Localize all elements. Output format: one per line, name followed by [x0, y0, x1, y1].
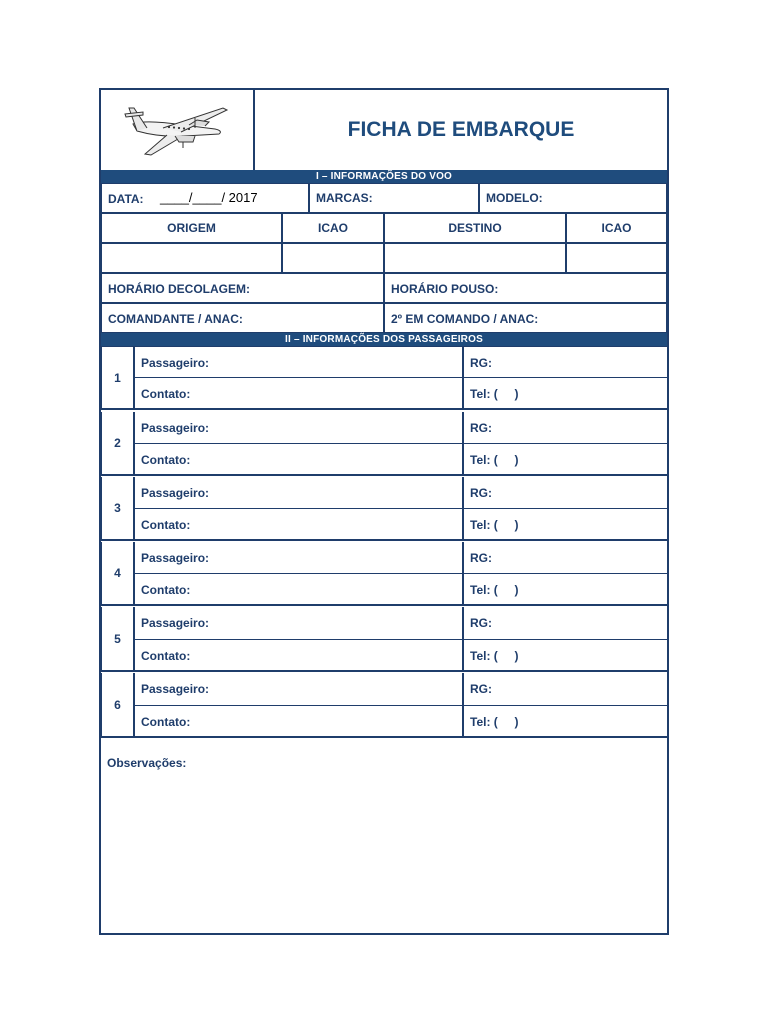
airplane-icon: [123, 98, 233, 160]
logo-box: [101, 90, 255, 170]
contato-label: Contato:: [141, 387, 191, 401]
modelo-label: MODELO:: [486, 191, 543, 205]
horario-pouso-label: HORÁRIO POUSO:: [391, 282, 499, 296]
icao-destino-header: ICAO: [566, 213, 667, 243]
destino-field[interactable]: [384, 243, 566, 273]
tel-label: Tel: ( ): [470, 453, 519, 467]
icao-destino-field[interactable]: [566, 243, 667, 273]
rg-field[interactable]: [464, 477, 667, 509]
date-label: DATA:: [108, 192, 144, 206]
comandante-cell[interactable]: [101, 303, 384, 333]
origem-header: ORIGEM: [101, 213, 282, 243]
tel-label: Tel: ( ): [470, 715, 519, 729]
contato-label: Contato:: [141, 518, 191, 532]
tel-field[interactable]: [464, 640, 667, 672]
tel-label: Tel: ( ): [470, 387, 519, 401]
passageiro-label: Passageiro:: [141, 682, 210, 696]
horario-pouso-cell[interactable]: [384, 273, 667, 303]
passageiro-label: Passageiro:: [141, 421, 210, 435]
modelo-cell[interactable]: [479, 183, 667, 213]
passageiro-label: Passageiro:: [141, 356, 210, 370]
page-title: FICHA DE EMBARQUE: [347, 118, 575, 141]
contato-label: Contato:: [141, 453, 191, 467]
date-value: ____/____/ 2017: [160, 190, 258, 205]
rg-label: RG:: [470, 421, 492, 435]
tel-field[interactable]: [464, 444, 667, 476]
rg-label: RG:: [470, 486, 492, 500]
rg-label: RG:: [470, 551, 492, 565]
section-band-passengers: II – INFORMAÇÕES DOS PASSAGEIROS: [101, 333, 667, 346]
observacoes-area[interactable]: [101, 739, 667, 933]
passenger-number: 4: [101, 542, 135, 606]
contato-label: Contato:: [141, 715, 191, 729]
tel-field[interactable]: [464, 574, 667, 606]
passageiro-field[interactable]: [135, 412, 464, 444]
contato-field[interactable]: [135, 706, 464, 738]
rg-field[interactable]: [464, 542, 667, 574]
marcas-cell[interactable]: [309, 183, 479, 213]
rg-label: RG:: [470, 356, 492, 370]
observacoes-label: Observações:: [107, 756, 187, 770]
contato-field[interactable]: [135, 378, 464, 410]
segundo-comando-cell[interactable]: [384, 303, 667, 333]
rg-field[interactable]: [464, 346, 667, 378]
rg-field[interactable]: [464, 607, 667, 640]
tel-field[interactable]: [464, 509, 667, 541]
passageiro-label: Passageiro:: [141, 551, 210, 565]
passenger-number: 6: [101, 673, 135, 738]
contato-field[interactable]: [135, 640, 464, 672]
marcas-label: MARCAS:: [316, 191, 373, 205]
passageiro-label: Passageiro:: [141, 616, 210, 630]
passenger-number: 1: [101, 346, 135, 410]
horario-decolagem-cell[interactable]: [101, 273, 384, 303]
icao-origem-field[interactable]: [282, 243, 384, 273]
tel-label: Tel: ( ): [470, 649, 519, 663]
passageiro-field[interactable]: [135, 346, 464, 378]
date-cell[interactable]: [101, 183, 309, 213]
contato-field[interactable]: [135, 509, 464, 541]
rg-label: RG:: [470, 616, 492, 630]
passageiro-field[interactable]: [135, 673, 464, 706]
comandante-label: COMANDANTE / ANAC:: [108, 312, 243, 326]
tel-label: Tel: ( ): [470, 518, 519, 532]
icao-origem-header: ICAO: [282, 213, 384, 243]
contato-field[interactable]: [135, 444, 464, 476]
horario-decolagem-label: HORÁRIO DECOLAGEM:: [108, 282, 250, 296]
passenger-number: 5: [101, 607, 135, 672]
rg-field[interactable]: [464, 412, 667, 444]
segundo-comando-label: 2º EM COMANDO / ANAC:: [391, 312, 539, 326]
tel-label: Tel: ( ): [470, 583, 519, 597]
origem-field[interactable]: [101, 243, 282, 273]
passageiro-field[interactable]: [135, 542, 464, 574]
passenger-number: 2: [101, 412, 135, 476]
passageiro-field[interactable]: [135, 607, 464, 640]
section-band-flight-info: I – INFORMAÇÕES DO VOO: [101, 170, 667, 183]
contato-field[interactable]: [135, 574, 464, 606]
tel-field[interactable]: [464, 706, 667, 738]
passenger-number: 3: [101, 477, 135, 541]
tel-field[interactable]: [464, 378, 667, 410]
contato-label: Contato:: [141, 583, 191, 597]
contato-label: Contato:: [141, 649, 191, 663]
passageiro-label: Passageiro:: [141, 486, 210, 500]
rg-field[interactable]: [464, 673, 667, 706]
destino-header: DESTINO: [384, 213, 566, 243]
passageiro-field[interactable]: [135, 477, 464, 509]
rg-label: RG:: [470, 682, 492, 696]
